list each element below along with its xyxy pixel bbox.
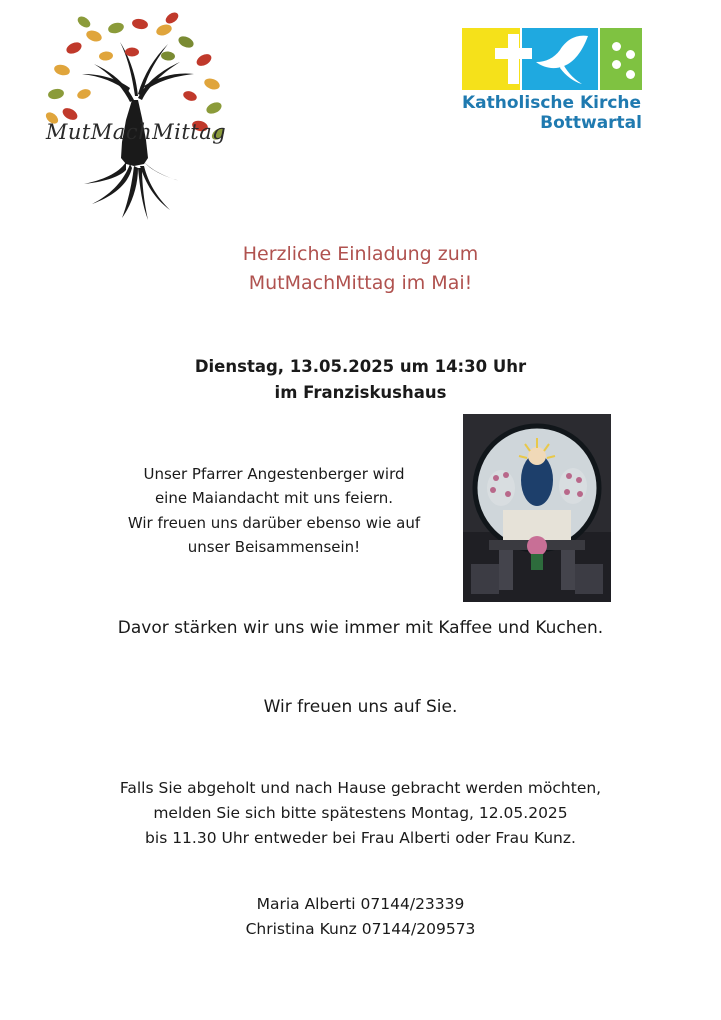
paragraph-abholung [0, 776, 721, 851]
kk-dot-1 [612, 42, 621, 51]
kk-tile-green [600, 28, 642, 90]
paragraph-pfarrer-line4: unser Beisammensein! [187, 537, 361, 556]
kk-dot-2 [626, 50, 635, 59]
kk-logo-text-line1: Katholische Kirche [462, 93, 642, 113]
tree-logo-wordmark: MutMachMittag [45, 120, 227, 144]
paragraph-abholung-line2: melden Sie sich bitte spätestens Montag, 12.05.2025 [153, 804, 568, 823]
invitation-title-line2: MutMachMittag im Mai! [248, 272, 473, 295]
contact-maria-alberti: Maria Alberti 07144/23339 [256, 895, 465, 913]
paragraph-wir-freuen-uns: Wir freuen uns auf Sie. [263, 697, 458, 717]
invitation-title-line1: Herzliche Einladung zum [242, 243, 479, 265]
kk-logo-text-line2: Bottwartal [540, 112, 642, 133]
katholische-kirche-logo [462, 28, 642, 140]
photo-illustration [463, 414, 611, 602]
paragraph-pfarrer [96, 462, 452, 559]
paragraph-abholung-line1: Falls Sie abgeholt und nach Hause gebracht werden möchten, [119, 779, 602, 797]
event-location: im Franziskushaus [274, 383, 447, 403]
kk-dot-3 [612, 60, 621, 69]
paragraph-abholung-line3: bis 11.30 Uhr entweder bei Frau Alberti oder Frau Kunz. [145, 829, 576, 848]
paragraph-pfarrer-line3: Wir freuen uns darüber ebenso wie auf [127, 513, 421, 532]
kk-logo-tiles [462, 28, 642, 90]
maiandacht-photo [463, 414, 611, 602]
kk-dot-4 [626, 70, 635, 79]
event-details [0, 354, 721, 407]
paragraph-pfarrer-line2: eine Maiandacht mit uns feiern. [154, 489, 394, 508]
contact-list [0, 892, 721, 942]
mutmachmittag-logo [22, 8, 250, 236]
dove-icon [522, 28, 598, 90]
cross-icon-vertical [508, 34, 519, 84]
event-datetime: Dienstag, 13.05.2025 um 14:30 Uhr [194, 357, 527, 376]
invitation-title [0, 240, 721, 299]
contact-christina-kunz: Christina Kunz 07144/209573 [245, 920, 476, 939]
kk-logo-text [462, 94, 642, 133]
paragraph-pfarrer-line1: Unser Pfarrer Angestenberger wird [143, 465, 405, 483]
paragraph-kaffee-und-kuchen: Davor stärken wir uns wie immer mit Kaffee und Kuchen. [117, 618, 604, 638]
